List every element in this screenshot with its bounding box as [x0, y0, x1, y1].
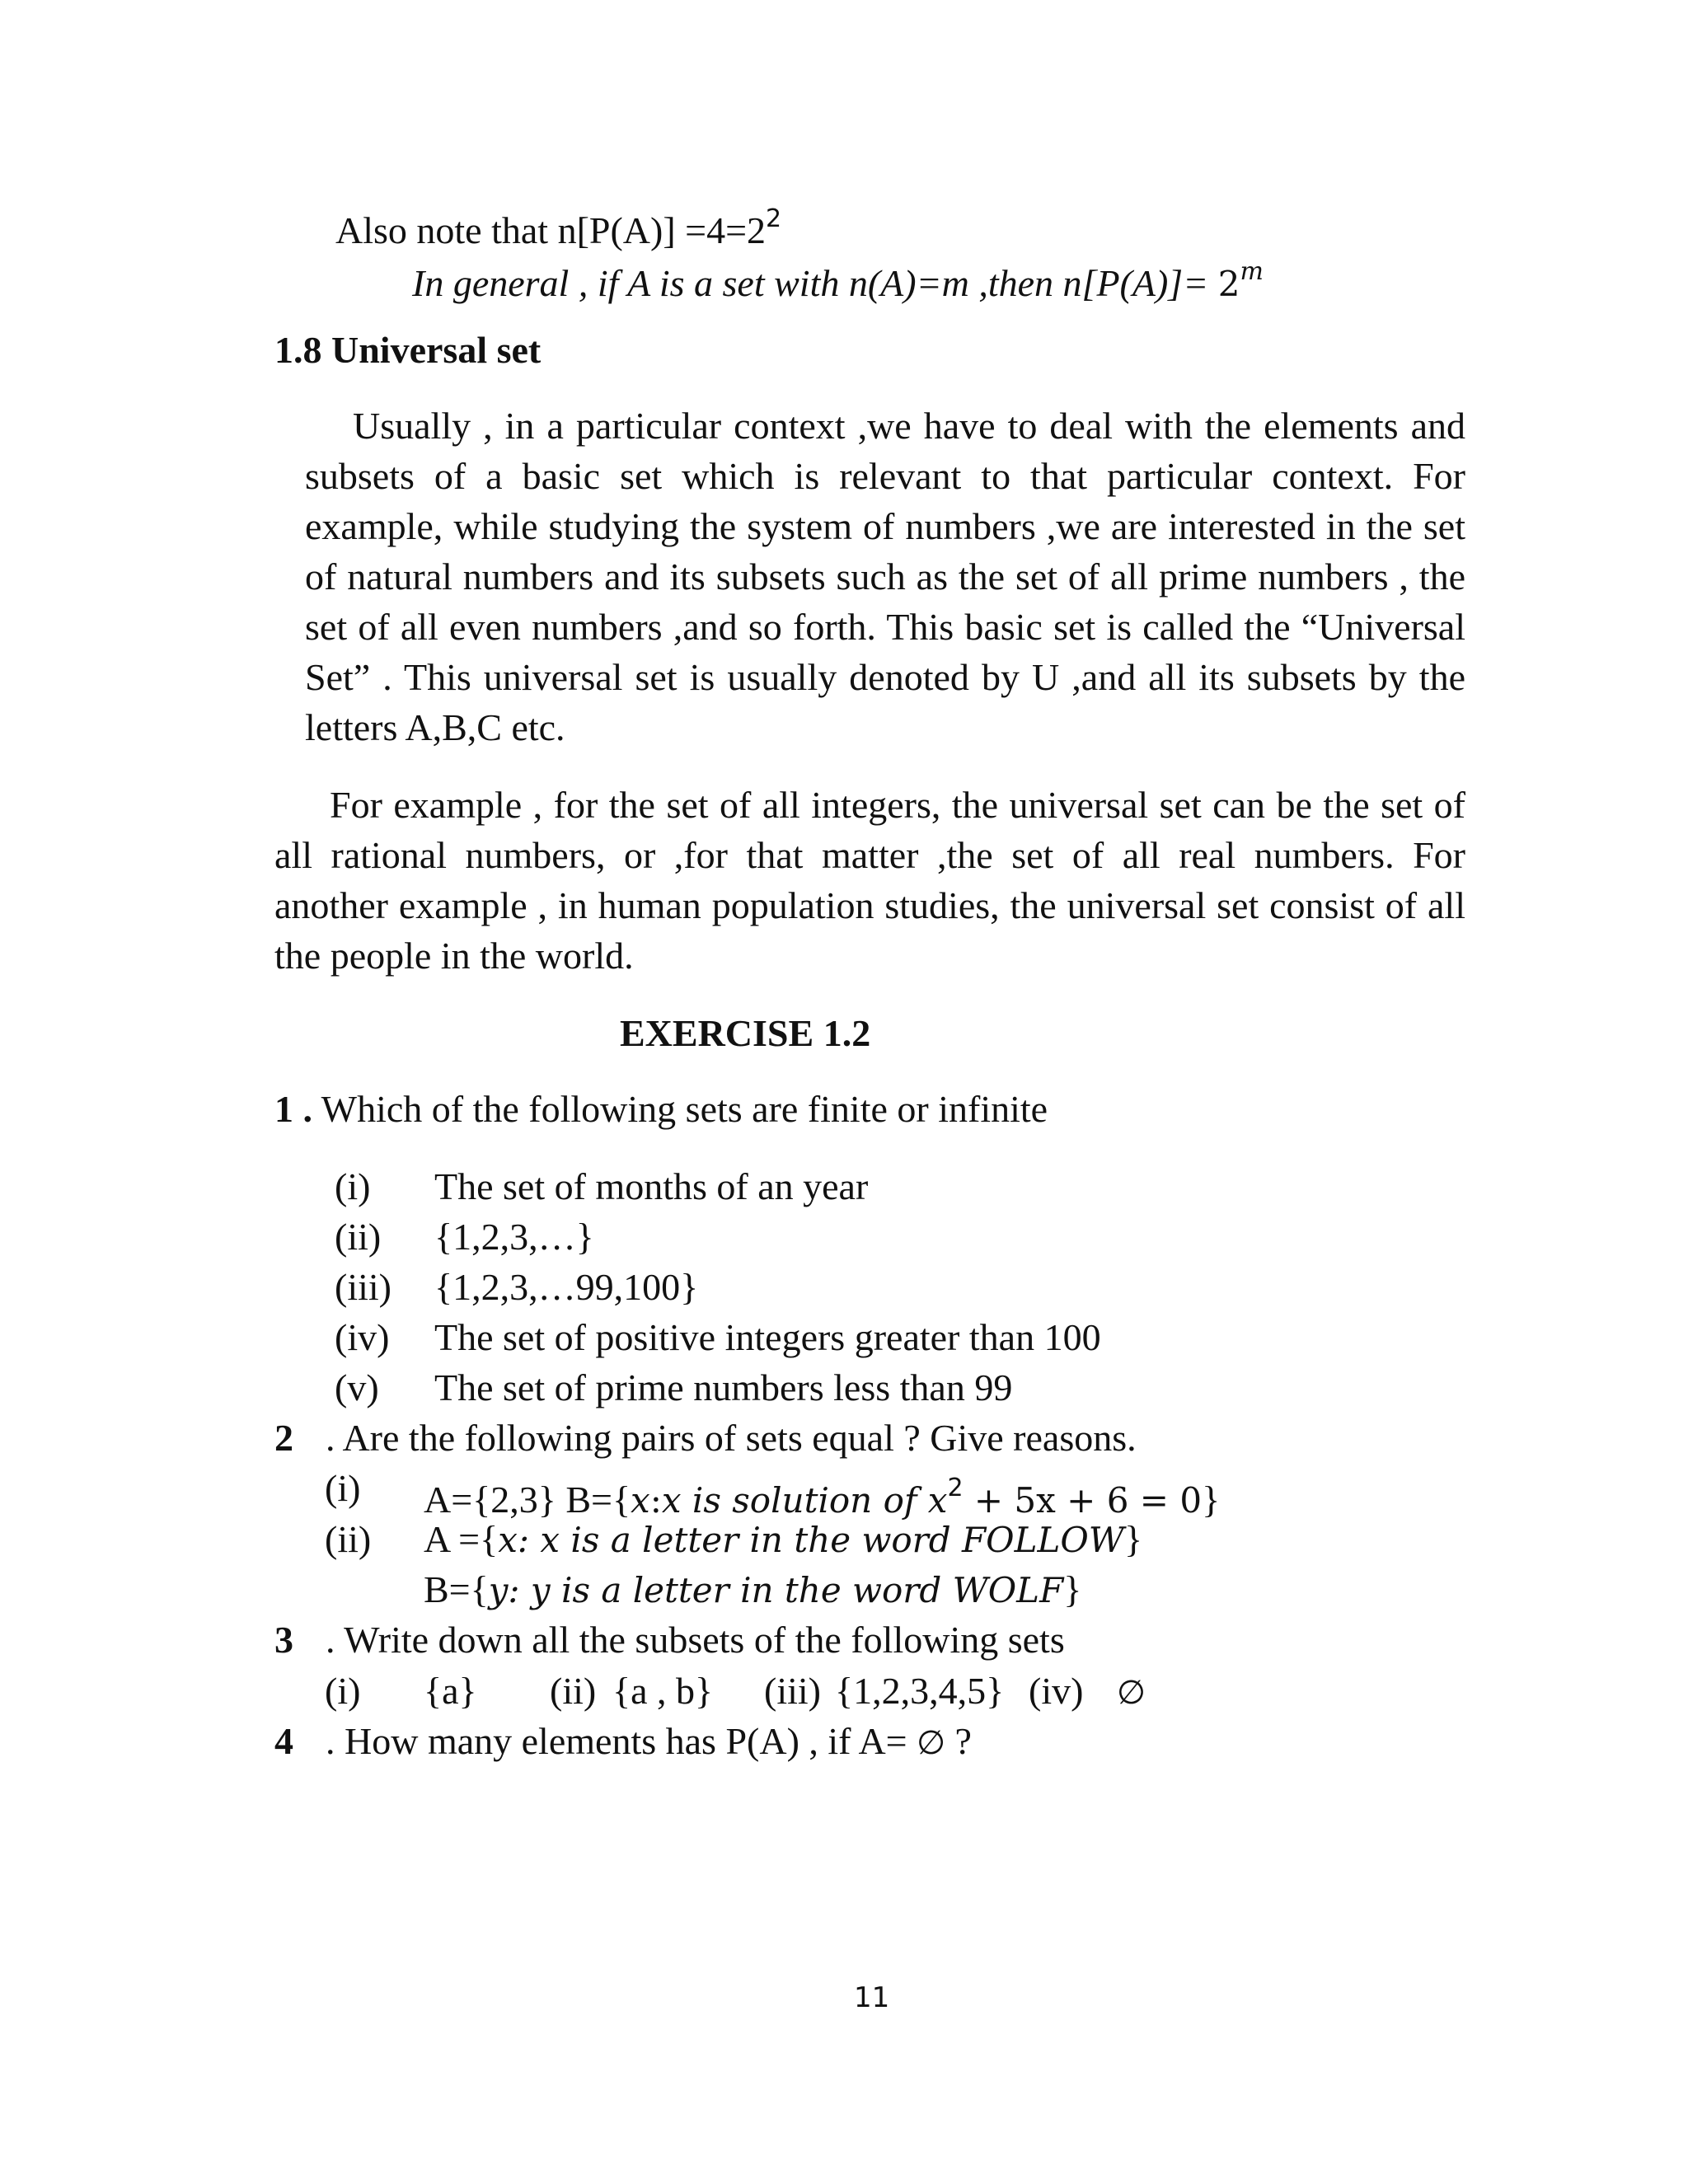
note-line-2-exponent: m: [1240, 257, 1264, 286]
question-3-part-text: {a}: [424, 1670, 477, 1712]
question-4-end: ?: [945, 1720, 972, 1762]
question-2-part-i-math-eq: + 5x + 6 = 0: [963, 1480, 1203, 1521]
note-line-2-text: In general , if A is a set with n(A)=m ,then n[P(A)]=: [412, 262, 1218, 304]
question-4: [326, 1718, 972, 1766]
question-2-part-ii-a-text: A ={: [424, 1518, 499, 1560]
note-line-2: [412, 249, 1264, 307]
question-3-text: . Write down all the subsets of the following sets: [326, 1619, 1065, 1661]
question-4-text: . How many elements has P(A) , if A=: [326, 1720, 917, 1762]
question-2-part-i-text: A={2,3} B={: [424, 1479, 631, 1521]
question-1-item-text: {1,2,3,…}: [434, 1216, 594, 1258]
question-3-part-label: (i): [325, 1670, 361, 1712]
note-line-2-base: 2: [1217, 264, 1240, 304]
question-2-part-ii-a-math: x: x is a letter in the word FOLLOW: [498, 1520, 1124, 1560]
section-paragraph-2: For example , for the set of all integers, the universal set can be the set of all rational numbers, or ,for that matter ,the set of all real numbers. For another example , in human population studies, the universal set consist of all the people in the world.: [274, 784, 1465, 977]
question-2-part-ii-b: [424, 1567, 1081, 1614]
question-1-item-text: The set of positive integers greater than 100: [434, 1316, 1101, 1358]
question-1-item-label: (v): [335, 1366, 379, 1408]
question-3-part-label: (iv): [1029, 1670, 1084, 1712]
question-1-item-label: (i): [335, 1165, 371, 1207]
empty-set-symbol: ∅: [1117, 1674, 1146, 1712]
question-2-number: 2: [274, 1417, 293, 1459]
question-2-part-ii-b-math: y: y is a letter in the word WOLF: [488, 1570, 1064, 1610]
question-2-part-i-math-desc: x is solution of x: [661, 1480, 948, 1521]
question-4-number: 4: [274, 1720, 293, 1762]
question-3-number: 3: [274, 1619, 293, 1661]
empty-set-symbol: ∅: [917, 1724, 945, 1762]
question-1: [274, 1086, 1048, 1132]
note-line-1-exponent: 2: [766, 204, 782, 233]
question-2-part-i-math-var: x: [631, 1480, 650, 1521]
section-paragraph-1: Usually , in a particular context ,we have to deal with the elements and subsets of a basic set which is relevant to that particular context. For example, while studying the system of numbers ,we are interested in the set of natural numbers and its subsets such as the set of all prime numbers , the set of all even numbers ,and so forth. This basic set is called the “Universal Set” . This universal set is usually denoted by U ,and all its subsets by the letters A,B,C etc.: [305, 405, 1465, 748]
page-number: 11: [854, 1981, 890, 2014]
question-1-item-text: {1,2,3,…99,100}: [434, 1266, 699, 1308]
note-line-1-text: Also note that n[P(A)] =4=2: [335, 209, 767, 251]
question-2-part-i-exponent: 2: [947, 1474, 964, 1502]
exercise-title: EXERCISE 1.2: [620, 1012, 871, 1054]
question-2-part-ii-a-close: }: [1123, 1518, 1143, 1560]
question-2-part-label: (ii): [325, 1518, 372, 1560]
question-2-part-label: (i): [325, 1467, 361, 1509]
question-3-part-text: {a , b}: [612, 1670, 714, 1712]
question-1-number: 1 .: [274, 1088, 312, 1130]
question-1-item-text: The set of months of an year: [434, 1165, 869, 1207]
question-2-part-ii-b-close: }: [1063, 1568, 1082, 1610]
section-heading: 1.8 Universal set: [274, 329, 542, 371]
question-1-item-text: The set of prime numbers less than 99: [434, 1366, 1013, 1408]
question-1-item-label: (iv): [335, 1316, 390, 1358]
note-line-1: [335, 196, 781, 254]
question-3-part-label: (iii): [764, 1670, 821, 1712]
question-1-item-label: (ii): [335, 1216, 382, 1258]
question-1-item-label: (iii): [335, 1266, 392, 1308]
question-3-part-text: {1,2,3,4,5}: [835, 1670, 1005, 1712]
question-2-part-ii-b-text: B={: [424, 1568, 489, 1610]
question-2-part-i-math-colon: :: [649, 1480, 662, 1521]
question-3-part-text: [1117, 1668, 1146, 1716]
question-2-part-ii-a: [424, 1516, 1142, 1563]
question-1-text: Which of the following sets are finite or infinite: [312, 1088, 1048, 1130]
question-2-part-i: [424, 1465, 1220, 1524]
question-2-text: . Are the following pairs of sets equal ? Give reasons.: [326, 1417, 1137, 1459]
question-3-part-label: (ii): [550, 1670, 597, 1712]
question-2-part-i-close: }: [1202, 1479, 1221, 1521]
